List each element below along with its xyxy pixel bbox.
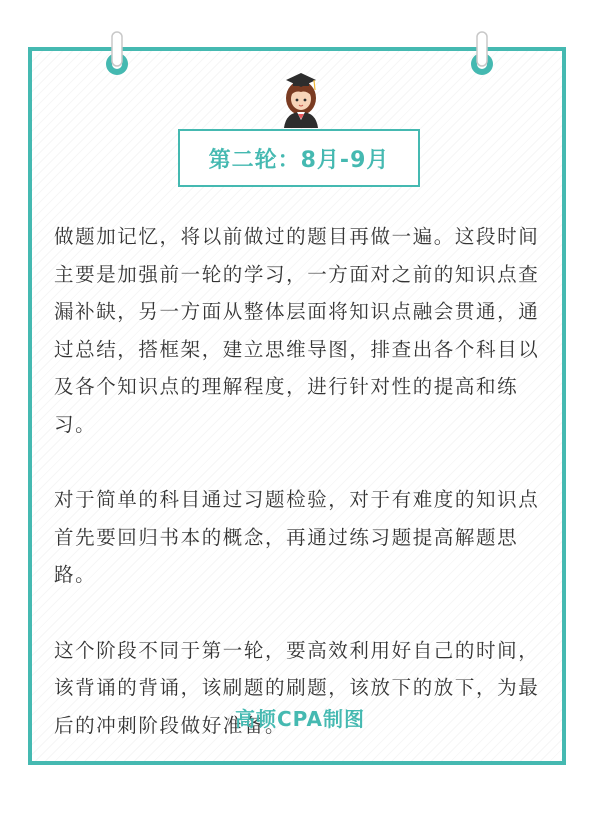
binder-ring-icon bbox=[470, 30, 494, 80]
section-title: 第二轮：8月-9月 bbox=[208, 147, 390, 173]
paragraph: 做题加记忆，将以前做过的题目再做一遍。这段时间主要是加强前一轮的学习，一方面对之前的知识点查漏补缺，另一方面从整体层面将知识点融会贯通，通过总结，搭框架，建立思维导图，排查出各个科目以及各个知识点的理解程度，进行针对性的提高和练习。 bbox=[54, 225, 540, 436]
footer-credit: 高顿CPA制图 bbox=[235, 707, 365, 731]
binder-ring-icon bbox=[105, 30, 129, 80]
section-title-badge bbox=[178, 129, 420, 187]
body-text bbox=[54, 218, 542, 744]
paragraph: 对于简单的科目通过习题检验，对于有难度的知识点首先要回归书本的概念，再通过练习题提高解题思路。 bbox=[54, 488, 540, 586]
graduate-avatar-icon bbox=[278, 68, 324, 128]
paragraph: 这个阶段不同于第一轮，要高效利用好自己的时间，该背诵的背诵，该刷题的刷题，该放下的放下，为最后的冲刺阶段做好准备。 bbox=[54, 638, 540, 737]
